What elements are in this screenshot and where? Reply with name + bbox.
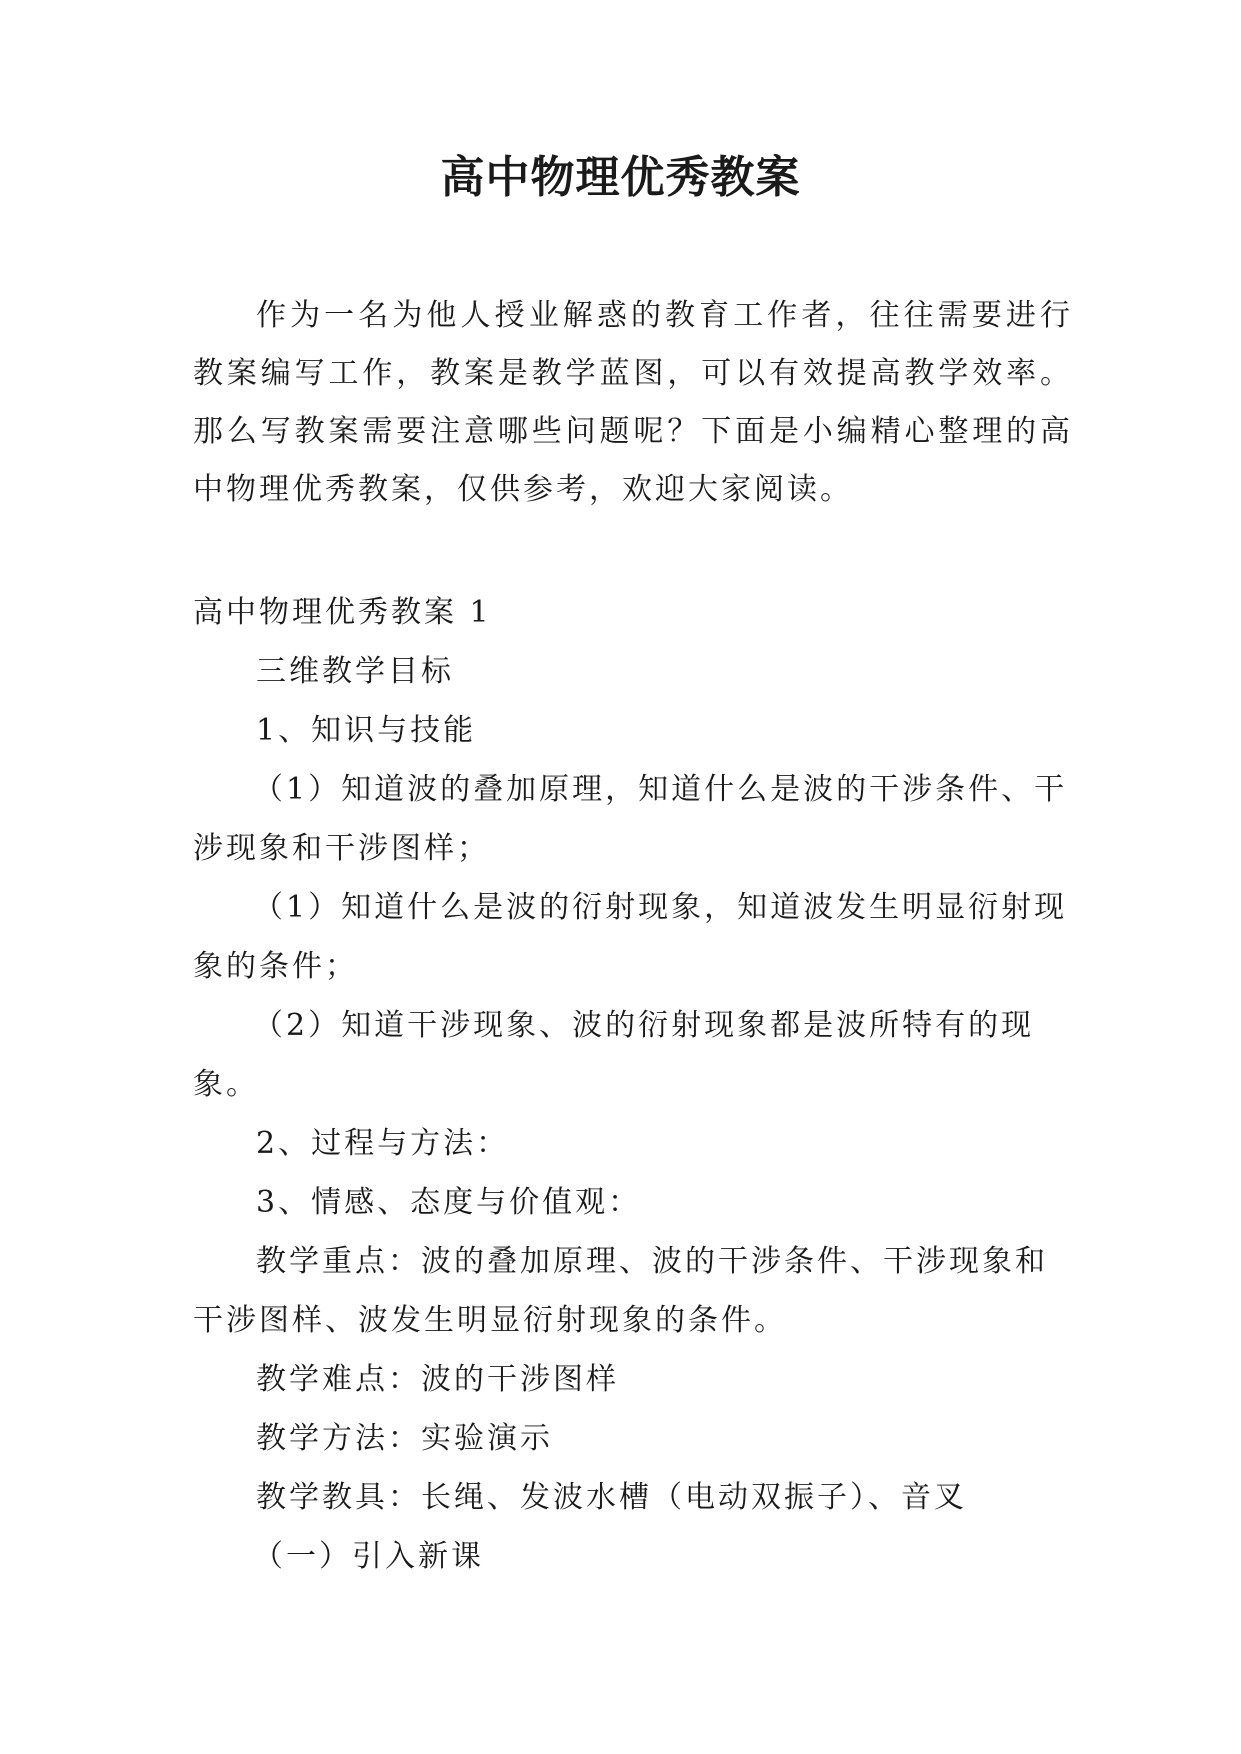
emotion-values-item: 3、情感、态度与价值观：: [256, 1185, 642, 1220]
objectives-heading: 三维教学目标: [256, 654, 454, 689]
objective-item: （1）知道波的叠加原理，知道什么是波的干涉条件、干涉现象和干涉图样；: [193, 772, 1068, 866]
knowledge-skills-item: 1、知识与技能: [256, 713, 477, 748]
objective-item: （1）知道什么是波的衍射现象，知道波发生明显衍射现象的条件；: [193, 890, 1068, 984]
intro-paragraph: 作为一名为他人授业解惑的教育工作者，往往需要进行教案编写工作，教案是教学蓝图，可以有效提高教学效率。那么写教案需要注意哪些问题呢？下面是小编精心整理的高中物理优秀教案，仅供参考，欢迎大家阅读。: [193, 298, 1073, 507]
process-method-item: 2、过程与方法：: [256, 1126, 510, 1161]
teaching-tools: 教学教具：长绳、发波水槽（电动双振子）、音叉: [256, 1480, 967, 1515]
teaching-difficulty: 教学难点：波的干涉图样: [256, 1362, 619, 1397]
section-heading: 高中物理优秀教案 1: [193, 595, 492, 630]
document-title: 高中物理优秀教案: [440, 152, 801, 203]
teaching-method: 教学方法：实验演示: [256, 1421, 553, 1456]
teaching-focus: 教学重点：波的叠加原理、波的干涉条件、干涉现象和干涉图样、波发生明显衍射现象的条件。: [193, 1244, 1048, 1338]
objective-item: （2）知道干涉现象、波的衍射现象都是波所特有的现象。: [193, 1008, 1035, 1102]
lesson-plan-body: [193, 583, 1073, 1586]
new-lesson-intro: （一）引入新课: [253, 1539, 484, 1574]
